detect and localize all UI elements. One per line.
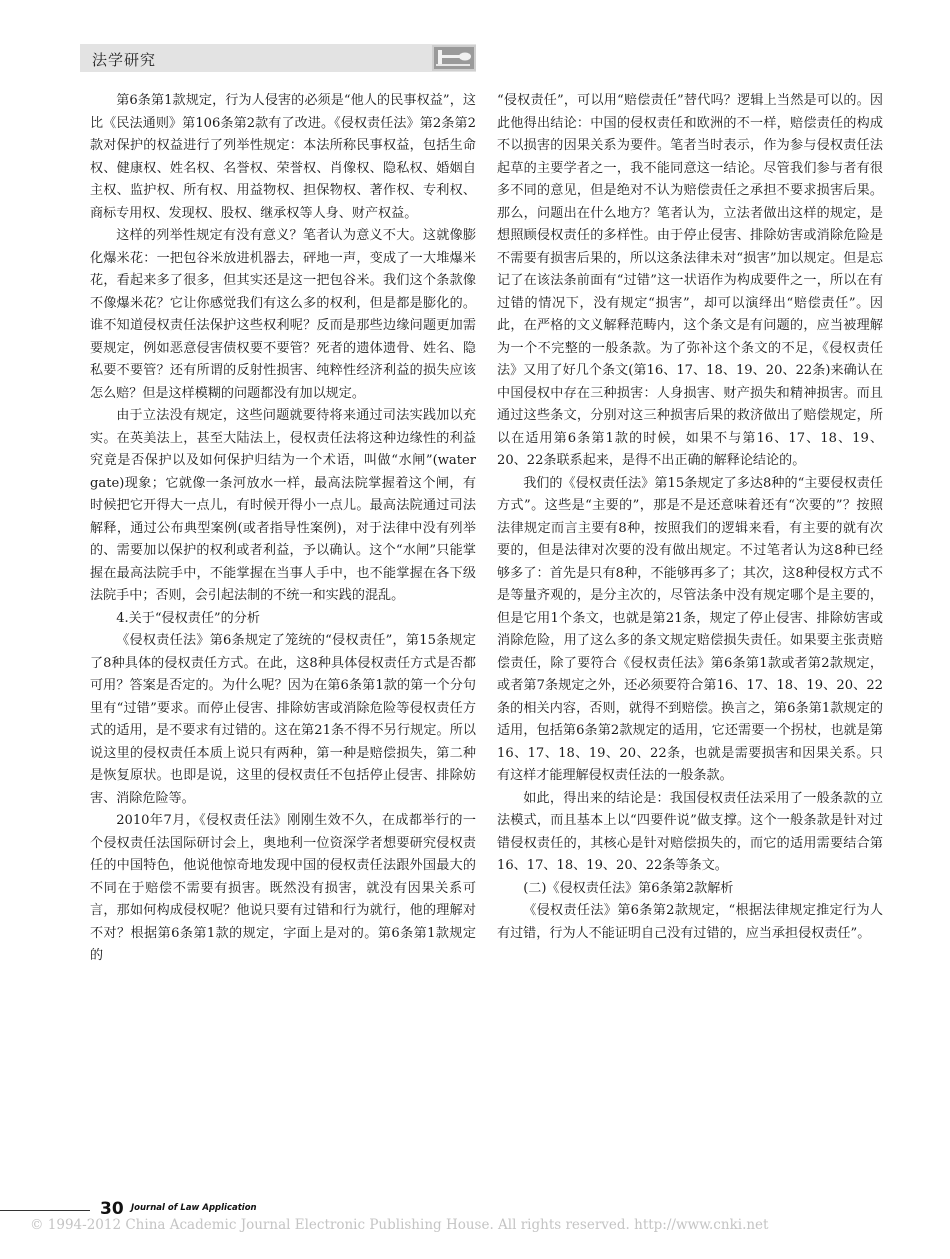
footer-rule [0, 1210, 90, 1211]
right-column [497, 90, 883, 945]
section-heading: 4.关于“侵权责任”的分析 [116, 610, 260, 626]
paragraph: 2010年7月，《侵权责任法》刚刚生效不久，在成都举行的一个侵权责任法国际研讨会上，奥地利一位资深学者想要研究侵权责任的中国特色，他说他惊奇地发现中国的侵权责任法跟外国最大的不同在于赔偿不需要有损害。既然没有损害，就没有因果关系可言，那如何构成侵权呢？他说只要有过错和行为就行，他的理解对不对？根据第6条第1款的规定，字面上是对的。第6条第1款规定的 [90, 813, 476, 963]
paragraph: 《侵权责任法》第6条第2款规定，“根据法律规定推定行为人有过错，行为人不能证明自己没有过错的，应当承担侵权责任”。 [497, 903, 883, 941]
journal-english-name: Journal of Law Application [131, 1203, 257, 1213]
gavel-logo-icon [432, 45, 476, 71]
page-number: 30 [100, 1199, 124, 1219]
section-heading: (二)《侵权责任法》第6条第2款解析 [523, 880, 734, 896]
journal-title: 法学研究 [92, 51, 157, 69]
left-column [90, 90, 476, 968]
copyright-watermark: © 1994-2012 China Academic Journal Electronic Publishing House. All rights reserved. http://www.cnki.net [30, 1217, 769, 1233]
paragraph: 第6条第1款规定，行为人侵害的必须是“他人的民事权益”，这比《民法通则》第106条第2款有了改进。《侵权责任法》第2条第2款对保护的权益进行了列举性规定：本法所称民事权益，包括生命权、健康权、姓名权、名誉权、荣誉权、肖像权、隐私权、婚姻自主权、监护权、所有权、用益物权、担保物权、著作权、专利权、商标专用权、发现权、股权、继承权等人身、财产权益。 [90, 93, 476, 221]
paragraph: 这样的列举性规定有没有意义？笔者认为意义不大。这就像膨化爆米花：一把包谷米放进机器去，砰地一声，变成了一大堆爆米花，看起来多了很多，但其实还是这一把包谷米。我们这个条款像不像爆米花？它让你感觉我们有这么多的权利，但是都是膨化的。谁不知道侵权责任法保护这些权利呢？反而是那些边缘问题更加需要规定，例如恶意侵害债权要不要管？死者的遗体遗骨、姓名、隐私要不要管？还有所谓的反射性损害、纯粹性经济利益的损失应该怎么赔？但是这样模糊的问题都没有加以规定。 [90, 228, 476, 401]
paragraph: 由于立法没有规定，这些问题就要待将来通过司法实践加以充实。在英美法上，甚至大陆法上，侵权责任法将这种边缘性的利益究竟是否保护以及如何保护归结为一个术语，叫做“水闸”(water gate)现象；它就像一条河放水一样，最高法院掌握着这个闸，有时候把它开得大一点儿，有时候开得小一点儿。最高法院通过司法解释，通过公布典型案例(或者指导性案例)，对于法律中没有列举的、需要加以保护的权利或者利益，予以确认。这个“水闸”只能掌握在最高法院手中，不能掌握在当事人手中，也不能掌握在各下级法院手中；否则，会引起法制的不统一和实践的混乱。 [90, 408, 476, 603]
paragraph: “侵权责任”，可以用“赔偿责任”替代吗？逻辑上当然是可以的。因此他得出结论：中国的侵权责任和欧洲的不一样，赔偿责任的构成不以损害的因果关系为要件。笔者当时表示，作为参与侵权责任法起草的主要学者之一，我不能同意这一结论。尽管我们参与者有很多不同的意见，但是绝对不认为赔偿责任之承担不要求损害后果。那么，问题出在什么地方？笔者认为，立法者做出这样的规定，是想照顾侵权责任的多样性。由于停止侵害、排除妨害或消除危险是不需要有损害后果的，所以这条法律未对“损害”加以规定。但是忘记了在该法条前面有“过错”这一状语作为构成要件之一，所以在有过错的情况下，没有规定“损害”，却可以演绎出“赔偿责任”。因此，在严格的文义解释范畴内，这个条文是有问题的，应当被理解为一个不完整的一般条款。为了弥补这个条文的不足，《侵权责任法》又用了好几个条文(第16、17、18、19、20、22条)来确认在中国侵权中存在三种损害：人身损害、财产损失和精神损害。而且通过这些条文，分别对这三种损害后果的救济做出了赔偿规定，所以在适用第6条第1款的时候，如果不与第16、17、18、19、20、22条联系起来，是得不出正确的解释论结论的。 [497, 93, 883, 468]
paragraph: 《侵权责任法》第6条规定了笼统的“侵权责任”，第15条规定了8种具体的侵权责任方式。在此，这8种具体侵权责任方式是否都可用？答案是否定的。为什么呢？因为在第6条第1款的第一个分句里有“过错”要求。而停止侵害、排除妨害或消除危险等侵权责任方式的适用，是不要求有过错的。这在第21条不得不另行规定。所以说这里的侵权责任本质上说只有两种，第一种是赔偿损失，第二种是恢复原状。也即是说，这里的侵权责任不包括停止侵害、排除妨害、消除危险等。 [90, 633, 476, 806]
paragraph: 如此，得出来的结论是：我国侵权责任法采用了一般条款的立法模式，而且基本上以“四要件说”做支撑。这个一般条款是针对过错侵权责任的，其核心是针对赔偿损失的，而它的适用需要结合第16、17、18、19、20、22条等条文。 [497, 790, 883, 873]
paragraph: 我们的《侵权责任法》第15条规定了多达8种的“主要侵权责任方式”。这些是“主要的”，那是不是还意味着还有“次要的”？按照法律规定而言主要有8种，按照我们的逻辑来看，有主要的就有次要的，但是法律对次要的没有做出规定。不过笔者认为这8种已经够多了：首先是只有8种，不能够再多了；其次，这8种侵权方式不是等量齐观的，是分主次的，尽管法条中没有规定哪个是主要的，但是它用1个条文，也就是第21条，规定了停止侵害、排除妨害或消除危险，用了这么多的条文规定赔偿损失责任。如果要主张责赔偿责任，除了要符合《侵权责任法》第6条第1款或者第2款规定，或者第7条规定之外，还必须要符合第16、17、18、19、20、22条的相关内容，否则，就得不到赔偿。换言之，第6条第1款规定的适用，包括第6条第2款规定的适用，它还需要一个拐杖，也就是第16、17、18、19、20、22条，也就是需要损害和因果关系。只有这样才能理解侵权责任法的一般条款。 [497, 475, 883, 783]
